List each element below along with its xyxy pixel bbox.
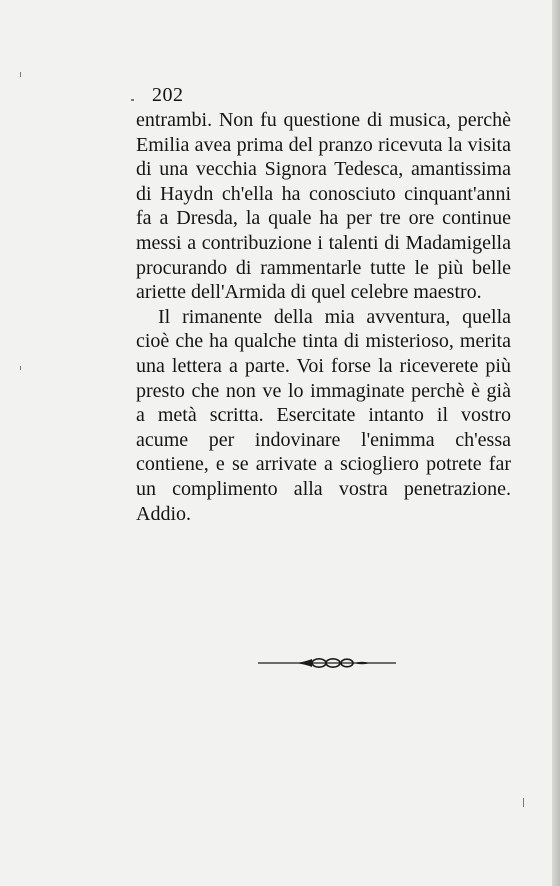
paragraph-2: Il rimanente della mia avventura, quella cioè che ha qualche tinta di misterioso, merita una lettera a parte. Voi forse la riceverete più presto che non ve lo immaginate perchè è già a metà scritta. Esercitate intanto il vostro acume per indovinare l'enimma ch'essa contiene, e se arrivate a sciogliero potrete far un complimento alla vostra penetrazione. Addio.	[136, 305, 511, 525]
decorative-rule-icon	[258, 655, 396, 671]
page-number: 202	[152, 84, 184, 106]
paragraph-1: entrambi. Non fu questione di musica, perchè Emilia avea prima del pranzo ricevuta la visita di una vecchia Signora Tedesca, amantissima di Haydn ch'ella ha conosciuto cinquant'anni fa a Dresda, la quale ha per tre ore continue messi a contribuzione i talenti di Madamigella procurando di rammentarle tutte le più belle ariette dell'Armida di quel celebre maestro.	[136, 109, 511, 304]
page-speck	[523, 798, 524, 807]
text-body	[136, 108, 511, 526]
page-edge-shadow	[552, 0, 560, 886]
page-speck	[20, 366, 21, 370]
page-speck	[20, 72, 21, 77]
page-speck	[131, 99, 134, 101]
